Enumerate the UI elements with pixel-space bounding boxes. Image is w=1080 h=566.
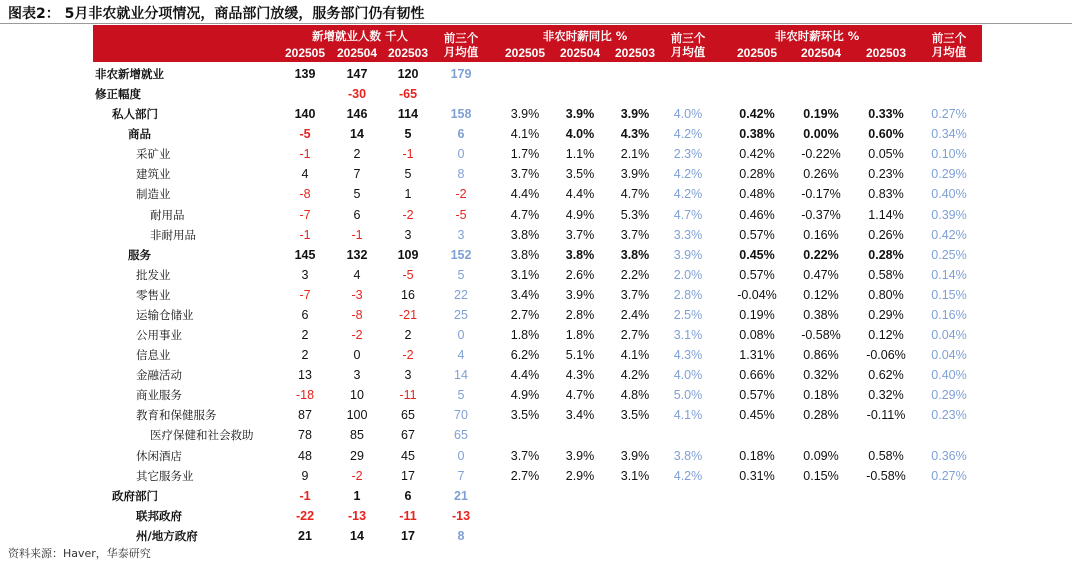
table-cell: 0.33% xyxy=(868,107,904,122)
table-cell: 6 xyxy=(353,207,361,222)
row-label: 其它服务业 xyxy=(136,468,194,483)
title-divider xyxy=(0,23,1072,24)
table-cell: 14 xyxy=(350,127,364,142)
table-cell: 2.8% xyxy=(673,287,703,302)
table-cell: 4.2% xyxy=(673,167,703,182)
table-cell: -8 xyxy=(299,187,311,202)
table-cell: 4 xyxy=(457,348,465,363)
table-cell: 14 xyxy=(350,528,364,543)
header-group-wage-yoy: 非农时薪同比 % xyxy=(542,29,628,43)
table-cell: 4.7% xyxy=(565,388,595,403)
row-label: 零售业 xyxy=(136,287,171,302)
table-cell: 0.38% xyxy=(739,127,775,142)
table-cell: 21 xyxy=(298,528,312,543)
source-note: 资料来源：Haver，华泰研究 xyxy=(8,547,151,560)
table-cell: 0.42% xyxy=(931,227,967,242)
table-cell: 4.2% xyxy=(620,368,650,383)
table-cell: 5 xyxy=(457,267,465,282)
table-cell: 78 xyxy=(298,428,312,443)
table-cell: 0 xyxy=(457,448,465,463)
table-cell: 0.19% xyxy=(803,107,839,122)
table-cell: 0.10% xyxy=(931,147,967,162)
table-cell: 4.2% xyxy=(673,127,703,142)
table-cell: -0.58% xyxy=(801,328,841,343)
table-cell: 4.0% xyxy=(673,107,703,122)
table-cell: 0.47% xyxy=(803,267,839,282)
table-cell: 3.9% xyxy=(510,107,540,122)
table-cell: 0.86% xyxy=(803,348,839,363)
table-cell: 0.31% xyxy=(739,468,775,483)
table-cell: 5 xyxy=(404,127,412,142)
table-cell: -7 xyxy=(299,207,311,222)
table-cell: 7 xyxy=(457,468,465,483)
table-cell: 4.7% xyxy=(620,187,650,202)
table-cell: 14 xyxy=(454,368,468,383)
table-cell: -0.11% xyxy=(866,408,906,423)
header-avg-mom: 前三个 月均值 xyxy=(931,31,967,59)
table-cell: 2.8% xyxy=(565,307,595,322)
table-cell: 3.9% xyxy=(565,287,595,302)
table-cell: 4.7% xyxy=(673,207,703,222)
table-cell: -5 xyxy=(455,207,467,222)
table-cell: 0.40% xyxy=(931,187,967,202)
table-cell: 1.31% xyxy=(739,348,775,363)
table-cell: 3.1% xyxy=(673,328,703,343)
table-cell: 0 xyxy=(457,328,465,343)
table-cell: 2.5% xyxy=(673,307,703,322)
table-cell: 70 xyxy=(454,408,468,423)
table-cell: -2 xyxy=(351,328,363,343)
table-cell: 0.66% xyxy=(739,368,775,383)
table-cell: 3.7% xyxy=(510,167,540,182)
row-label: 教育和保健服务 xyxy=(136,408,217,423)
table-cell: 3 xyxy=(301,267,309,282)
table-cell: 3.8% xyxy=(620,247,650,262)
table-cell: 3.7% xyxy=(510,448,540,463)
table-cell: 0.22% xyxy=(803,247,839,262)
row-label: 商品 xyxy=(128,127,151,142)
table-cell: 152 xyxy=(450,247,472,262)
table-cell: 1.14% xyxy=(868,207,904,222)
table-cell: 4.2% xyxy=(673,187,703,202)
table-cell: 4.4% xyxy=(510,368,540,383)
table-cell: -2 xyxy=(402,348,414,363)
table-cell: 0.29% xyxy=(868,307,904,322)
table-cell: -0.17% xyxy=(801,187,841,202)
table-cell: 3 xyxy=(404,368,412,383)
table-cell: 3.8% xyxy=(510,227,540,242)
table-cell: 179 xyxy=(450,67,472,81)
table-cell: 4 xyxy=(353,267,361,282)
table-cell: 4.1% xyxy=(673,408,703,423)
row-label: 金融活动 xyxy=(136,368,182,383)
table-cell: 0.34% xyxy=(931,127,967,142)
table-cell: 0.04% xyxy=(931,348,967,363)
table-cell: 0.18% xyxy=(739,448,775,463)
table-cell: 4 xyxy=(301,167,309,182)
table-cell: 2.7% xyxy=(620,328,650,343)
table-cell: 25 xyxy=(454,307,468,322)
table-cell: 3.8% xyxy=(565,247,595,262)
table-cell: 4.3% xyxy=(565,368,595,383)
table-cell: 132 xyxy=(346,247,368,262)
table-cell: 0.23% xyxy=(868,167,904,182)
table-cell: 3 xyxy=(457,227,465,242)
header-avg-emp: 前三个 月均值 xyxy=(443,31,479,59)
table-cell: 0.19% xyxy=(739,307,775,322)
row-label: 耐用品 xyxy=(150,207,185,222)
table-cell: 145 xyxy=(294,247,316,262)
table-cell: -1 xyxy=(299,147,311,162)
table-cell: -0.06% xyxy=(866,348,906,363)
table-cell: 5 xyxy=(353,187,361,202)
row-label: 批发业 xyxy=(136,267,171,282)
table-cell: 0.45% xyxy=(739,408,775,423)
table-cell: -1 xyxy=(402,147,414,162)
table-cell: 5 xyxy=(457,388,465,403)
table-cell: 0.12% xyxy=(868,328,904,343)
table-cell: 7 xyxy=(353,167,361,182)
table-cell: 140 xyxy=(294,107,316,122)
table-cell: 0.80% xyxy=(868,287,904,302)
table-cell: 5.3% xyxy=(620,207,650,222)
row-label: 修正幅度 xyxy=(95,87,141,102)
table-cell: 3 xyxy=(404,227,412,242)
row-label: 非农新增就业 xyxy=(95,67,164,81)
table-cell: 5.1% xyxy=(565,348,595,363)
table-cell: 4.4% xyxy=(565,187,595,202)
row-label: 公用事业 xyxy=(136,328,182,343)
table-cell: 0.27% xyxy=(931,107,967,122)
table-cell: 3 xyxy=(353,368,361,383)
table-cell: 1 xyxy=(353,488,361,503)
table-cell: 4.3% xyxy=(673,348,703,363)
table-cell: 0.38% xyxy=(803,307,839,322)
table-cell: 17 xyxy=(401,528,415,543)
table-cell: -0.58% xyxy=(866,468,906,483)
table-cell: 2.1% xyxy=(620,147,650,162)
table-cell: 4.1% xyxy=(510,127,540,142)
row-label: 政府部门 xyxy=(112,488,158,503)
table-cell: 3.5% xyxy=(565,167,595,182)
table-cell: 16 xyxy=(401,287,415,302)
header-month-yoy-1: 202505 xyxy=(504,46,546,60)
table-cell: 0.57% xyxy=(739,267,775,282)
table-cell: 0.28% xyxy=(868,247,904,262)
table-cell: -13 xyxy=(451,508,471,523)
table-cell: 3.9% xyxy=(673,247,703,262)
header-month-emp-2: 202504 xyxy=(336,46,378,60)
table-cell: 3.8% xyxy=(510,247,540,262)
table-cell: 4.0% xyxy=(565,127,595,142)
table-cell: 5.0% xyxy=(673,388,703,403)
table-cell: 3.4% xyxy=(565,408,595,423)
table-cell: 1.8% xyxy=(510,328,540,343)
table-cell: 139 xyxy=(294,67,316,81)
table-cell: 3.7% xyxy=(565,227,595,242)
table-cell: 100 xyxy=(346,408,368,423)
header-month-yoy-2: 202504 xyxy=(559,46,601,60)
table-cell: -13 xyxy=(347,508,367,523)
table-cell: 65 xyxy=(454,428,468,443)
table-cell: 29 xyxy=(350,448,364,463)
table-cell: -5 xyxy=(402,267,414,282)
table-cell: 2.2% xyxy=(620,267,650,282)
table-cell: 2.4% xyxy=(620,307,650,322)
table-cell: -3 xyxy=(351,287,363,302)
table-cell: 0.36% xyxy=(931,448,967,463)
table-cell: 0 xyxy=(457,147,465,162)
table-cell: 45 xyxy=(401,448,415,463)
table-cell: 0.83% xyxy=(868,187,904,202)
table-cell: 3.9% xyxy=(620,448,650,463)
table-cell: 10 xyxy=(350,388,364,403)
table-cell: 0.60% xyxy=(868,127,904,142)
table-cell: 0.32% xyxy=(803,368,839,383)
row-label: 信息业 xyxy=(136,348,171,363)
header-month-yoy-3: 202503 xyxy=(614,46,656,60)
table-cell: 0.15% xyxy=(931,287,967,302)
table-cell: 0.05% xyxy=(868,147,904,162)
table-cell: 85 xyxy=(350,428,364,443)
table-cell: -7 xyxy=(299,287,311,302)
table-cell: 146 xyxy=(346,107,368,122)
table-cell: 147 xyxy=(346,67,368,81)
table-cell: 0.08% xyxy=(739,328,775,343)
row-label: 制造业 xyxy=(136,187,171,202)
table-cell: -0.22% xyxy=(801,147,841,162)
table-cell: 3.9% xyxy=(565,107,595,122)
table-cell: 3.5% xyxy=(620,408,650,423)
table-cell: -1 xyxy=(299,488,311,503)
table-cell: -11 xyxy=(399,508,417,523)
table-cell: 0.09% xyxy=(803,448,839,463)
row-label: 休闲酒店 xyxy=(136,448,182,463)
table-cell: 0.57% xyxy=(739,227,775,242)
table-cell: 0.29% xyxy=(931,388,967,403)
table-cell: 0.26% xyxy=(803,167,839,182)
table-cell: 1.8% xyxy=(565,328,595,343)
table-cell: 65 xyxy=(401,408,415,423)
table-cell: 3.1% xyxy=(510,267,540,282)
table-cell: 13 xyxy=(298,368,312,383)
table-cell: 87 xyxy=(298,408,312,423)
table-cell: 4.8% xyxy=(620,388,650,403)
row-label: 采矿业 xyxy=(136,147,171,162)
table-cell: -30 xyxy=(347,87,367,102)
header-month-emp-3: 202503 xyxy=(387,46,429,60)
table-cell: 1 xyxy=(404,187,412,202)
table-cell: 2.0% xyxy=(673,267,703,282)
table-cell: 2.7% xyxy=(510,307,540,322)
table-cell: 4.9% xyxy=(510,388,540,403)
table-cell: 3.9% xyxy=(620,167,650,182)
table-cell: 3.4% xyxy=(510,287,540,302)
table-cell: 0.29% xyxy=(931,167,967,182)
table-cell: 3.3% xyxy=(673,227,703,242)
table-cell: -22 xyxy=(295,508,315,523)
table-cell: 0.48% xyxy=(739,187,775,202)
table-cell: 4.4% xyxy=(510,187,540,202)
row-label: 非耐用品 xyxy=(150,227,196,242)
header-month-emp-1: 202505 xyxy=(284,46,326,60)
table-cell: 2 xyxy=(353,147,361,162)
table-cell: 8 xyxy=(457,167,465,182)
table-cell: -0.04% xyxy=(737,287,777,302)
table-cell: 22 xyxy=(454,287,468,302)
table-cell: 2.7% xyxy=(510,468,540,483)
table-cell: 21 xyxy=(454,488,468,503)
table-cell: 6 xyxy=(404,488,412,503)
header-month-mom-3: 202503 xyxy=(865,46,907,60)
table-cell: 0.58% xyxy=(868,267,904,282)
table-cell: 4.2% xyxy=(673,468,703,483)
table-cell: 4.7% xyxy=(510,207,540,222)
table-cell: 6 xyxy=(301,307,309,322)
table-cell: 0.16% xyxy=(803,227,839,242)
table-cell: 0.28% xyxy=(739,167,775,182)
row-label: 商业服务 xyxy=(136,388,182,403)
table-cell: 120 xyxy=(397,67,419,81)
table-cell: -1 xyxy=(351,227,363,242)
table-cell: 0.18% xyxy=(803,388,839,403)
table-cell: -21 xyxy=(398,307,418,322)
table-cell: 4.0% xyxy=(673,368,703,383)
table-cell: -1 xyxy=(299,227,311,242)
table-cell: 0.23% xyxy=(931,408,967,423)
table-cell: 0.39% xyxy=(931,207,967,222)
table-cell: 3.5% xyxy=(510,408,540,423)
row-label: 州/地方政府 xyxy=(136,528,198,543)
table-cell: 109 xyxy=(397,247,419,262)
table-cell: -0.37% xyxy=(801,207,841,222)
header-group-employment: 新增就业人数 千人 xyxy=(311,29,408,43)
table-cell: 114 xyxy=(397,107,419,122)
table-cell: 3.8% xyxy=(673,448,703,463)
header-month-mom-1: 202505 xyxy=(736,46,778,60)
table-cell: 3.9% xyxy=(565,448,595,463)
figure-title: 图表2： 5月非农就业分项情况，商品部门放缓，服务部门仍有韧性 xyxy=(8,6,425,22)
table-cell: 0.45% xyxy=(739,247,775,262)
table-cell: 3.1% xyxy=(620,468,650,483)
table-cell: -2 xyxy=(402,207,414,222)
table-cell: 4.1% xyxy=(620,348,650,363)
header-group-wage-mom: 非农时薪环比 % xyxy=(774,29,860,43)
table-cell: 0.25% xyxy=(931,247,967,262)
table-cell: 0.04% xyxy=(931,328,967,343)
table-cell: 0 xyxy=(353,348,361,363)
table-cell: 3.9% xyxy=(620,107,650,122)
table-cell: 3.7% xyxy=(620,227,650,242)
header-month-mom-2: 202504 xyxy=(800,46,842,60)
table-cell: 5 xyxy=(404,167,412,182)
table-cell: -18 xyxy=(295,388,315,403)
table-cell: 3.7% xyxy=(620,287,650,302)
table-cell: 2.3% xyxy=(673,147,703,162)
table-cell: 2 xyxy=(301,348,309,363)
table-cell: 2.9% xyxy=(565,468,595,483)
table-cell: -65 xyxy=(398,87,418,102)
table-cell: 0.42% xyxy=(739,107,775,122)
table-cell: -5 xyxy=(299,127,311,142)
table-cell: 0.40% xyxy=(931,368,967,383)
table-cell: 6.2% xyxy=(510,348,540,363)
table-cell: -2 xyxy=(455,187,467,202)
table-cell: 1.7% xyxy=(510,147,540,162)
header-avg-yoy: 前三个 月均值 xyxy=(670,31,706,59)
table-cell: 0.58% xyxy=(868,448,904,463)
table-cell: 0.26% xyxy=(868,227,904,242)
table-cell: 17 xyxy=(401,468,415,483)
table-cell: 0.16% xyxy=(931,307,967,322)
table-cell: 0.46% xyxy=(739,207,775,222)
table-cell: 0.57% xyxy=(739,388,775,403)
table-cell: 0.28% xyxy=(803,408,839,423)
table-cell: 9 xyxy=(301,468,309,483)
table-cell: 67 xyxy=(401,428,415,443)
row-label: 医疗保健和社会救助 xyxy=(150,428,254,443)
table-cell: 1.1% xyxy=(565,147,595,162)
table-cell: 4.9% xyxy=(565,207,595,222)
row-label: 联邦政府 xyxy=(136,508,182,523)
table-cell: 0.27% xyxy=(931,468,967,483)
table-cell: 4.3% xyxy=(620,127,650,142)
table-cell: 48 xyxy=(298,448,312,463)
table-cell: -8 xyxy=(351,307,363,322)
row-label: 建筑业 xyxy=(136,167,171,182)
row-label: 私人部门 xyxy=(112,107,158,122)
table-cell: 0.15% xyxy=(803,468,839,483)
table-cell: -11 xyxy=(399,388,417,403)
row-label: 服务 xyxy=(128,247,151,262)
table-cell: 0.00% xyxy=(803,127,839,142)
row-label: 运输仓储业 xyxy=(136,307,194,322)
table-cell: 158 xyxy=(450,107,472,122)
table-cell: 2.6% xyxy=(565,267,595,282)
table-cell: 2 xyxy=(404,328,412,343)
table-cell: -2 xyxy=(351,468,363,483)
table-cell: 0.12% xyxy=(803,287,839,302)
table-cell: 0.32% xyxy=(868,388,904,403)
table-cell: 8 xyxy=(457,528,465,543)
table-cell: 0.42% xyxy=(739,147,775,162)
table-cell: 2 xyxy=(301,328,309,343)
table-cell: 0.14% xyxy=(931,267,967,282)
table-cell: 0.62% xyxy=(868,368,904,383)
table-cell: 6 xyxy=(457,127,465,142)
